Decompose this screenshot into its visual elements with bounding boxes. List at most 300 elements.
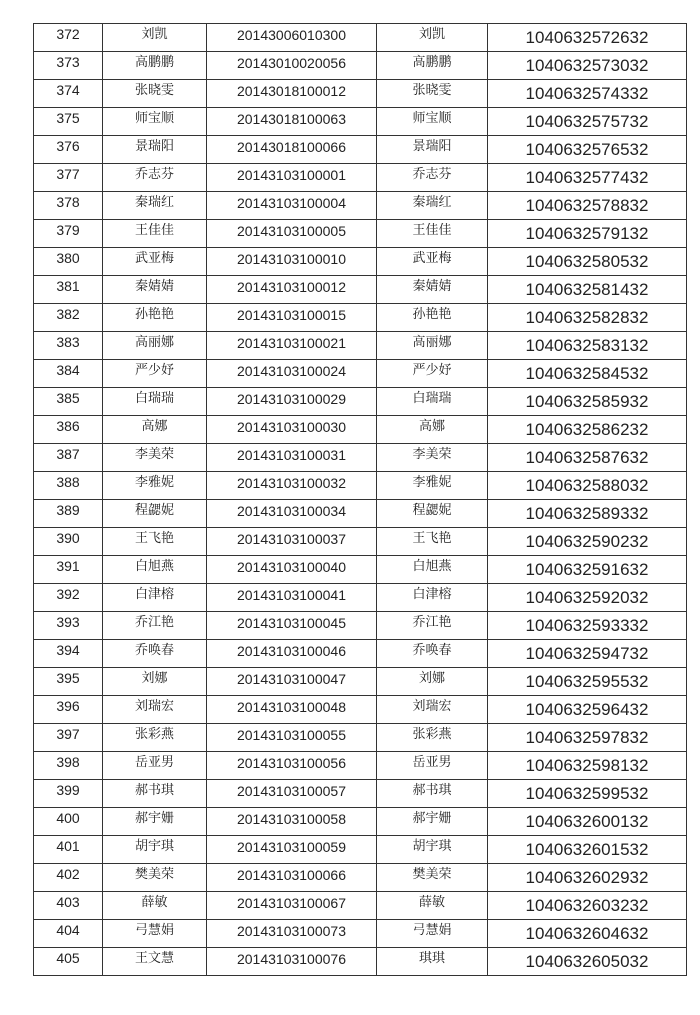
id-number-cell [207,248,377,276]
serial-number-cell [488,164,687,192]
row-index: 393 [56,614,80,630]
name: 高娜 [141,419,168,434]
serial-number: 1040632593332 [525,615,649,635]
row-index: 378 [56,194,80,210]
row-index-cell [34,220,103,248]
name-repeat: 王飞艳 [412,531,452,546]
row-index: 388 [56,474,80,490]
name-cell [103,920,207,948]
row-index: 392 [56,586,80,602]
serial-number-cell [488,52,687,80]
id-number: 20143103100048 [236,698,346,715]
table-row [34,836,687,864]
name-repeat-cell [377,220,488,248]
table-row [34,52,687,80]
row-index: 395 [56,670,80,686]
serial-number: 1040632586232 [525,419,649,439]
row-index-cell [34,612,103,640]
row-index-cell [34,332,103,360]
row-index-cell [34,164,103,192]
serial-number: 1040632594732 [525,643,649,663]
name-repeat: 白瑞瑞 [412,391,452,406]
name: 乔志芬 [134,167,174,182]
name-repeat-cell [377,780,488,808]
name-cell [103,808,207,836]
name-cell [103,220,207,248]
name-repeat-cell [377,752,488,780]
row-index: 383 [56,334,80,350]
table-row [34,892,687,920]
id-number-cell [207,528,377,556]
serial-number: 1040632589332 [525,503,649,523]
name-repeat: 张晓雯 [412,83,452,98]
name-repeat: 李雅妮 [412,475,452,490]
name-repeat-cell [377,416,488,444]
serial-number-cell [488,864,687,892]
id-number: 20143103100004 [236,194,346,211]
id-number-cell [207,920,377,948]
name-cell [103,192,207,220]
name-cell [103,836,207,864]
id-number: 20143103100034 [236,502,346,519]
name: 刘娜 [141,671,168,686]
name-repeat: 胡宇琪 [412,839,452,854]
name-repeat-cell [377,304,488,332]
serial-number-cell [488,304,687,332]
name: 郝宇姗 [134,811,174,826]
name-cell [103,360,207,388]
id-number-cell [207,612,377,640]
serial-number: 1040632578832 [525,195,649,215]
serial-number: 1040632597832 [525,727,649,747]
id-number-cell [207,892,377,920]
name: 李雅妮 [134,475,174,490]
serial-number-cell [488,612,687,640]
table-row [34,192,687,220]
serial-number: 1040632574332 [525,83,649,103]
name: 乔唤春 [134,643,174,658]
id-number: 20143018100063 [236,110,346,127]
id-number-cell [207,332,377,360]
name-cell [103,668,207,696]
id-number: 20143103100005 [236,222,346,239]
name-repeat-cell [377,696,488,724]
name-repeat: 刘凯 [418,27,445,42]
row-index: 391 [56,558,80,574]
name-repeat: 岳亚男 [412,755,452,770]
serial-number: 1040632596432 [525,699,649,719]
name: 高鹏鹏 [134,55,174,70]
name-cell [103,528,207,556]
id-number: 20143103100073 [236,922,346,939]
name-repeat-cell [377,668,488,696]
row-index: 375 [56,110,80,126]
row-index: 373 [56,54,80,70]
row-index: 401 [56,838,80,854]
row-index-cell [34,808,103,836]
id-number: 20143103100032 [236,474,346,491]
id-number-cell [207,668,377,696]
name-repeat-cell [377,612,488,640]
name-repeat-cell [377,108,488,136]
name-cell [103,864,207,892]
id-number: 20143018100066 [236,138,346,155]
serial-number-cell [488,892,687,920]
serial-number: 1040632605032 [525,951,649,971]
table-row [34,640,687,668]
name: 师宝顺 [134,111,174,126]
row-index-cell [34,724,103,752]
id-number: 20143103100012 [236,278,346,295]
table-row [34,304,687,332]
name-repeat-cell [377,332,488,360]
name-repeat-cell [377,892,488,920]
row-index-cell [34,108,103,136]
row-index-cell [34,864,103,892]
serial-number: 1040632598132 [525,755,649,775]
name-repeat: 白津榕 [412,587,452,602]
table-row [34,164,687,192]
name-repeat: 郝书琪 [412,783,452,798]
name-cell [103,108,207,136]
row-index: 386 [56,418,80,434]
name: 李美荣 [134,447,174,462]
serial-number-cell [488,724,687,752]
name: 张彩燕 [134,727,174,742]
name-cell [103,416,207,444]
row-index-cell [34,416,103,444]
serial-number-cell [488,416,687,444]
id-number-cell [207,360,377,388]
serial-number: 1040632583132 [525,335,649,355]
table-row [34,220,687,248]
name-repeat: 樊美荣 [412,867,452,882]
name-cell [103,556,207,584]
name-repeat-cell [377,836,488,864]
row-index-cell [34,360,103,388]
serial-number-cell [488,668,687,696]
table-row [34,808,687,836]
name-repeat-cell [377,360,488,388]
name-cell [103,24,207,52]
row-index: 389 [56,502,80,518]
name-repeat: 薛敏 [418,895,445,910]
serial-number-cell [488,948,687,976]
table-row [34,752,687,780]
row-index: 402 [56,866,80,882]
name: 乔江艳 [134,615,174,630]
name-cell [103,752,207,780]
name-repeat: 李美荣 [412,447,452,462]
name-repeat: 秦瑞红 [412,195,452,210]
name-repeat: 秦婧婧 [412,279,452,294]
id-number: 20143103100015 [236,306,346,323]
row-index: 400 [56,810,80,826]
id-number: 20143103100010 [236,250,346,267]
name-repeat: 刘瑞宏 [412,699,452,714]
id-number-cell [207,108,377,136]
name: 薛敏 [141,895,168,910]
name-cell [103,136,207,164]
id-number: 20143103100076 [236,950,346,967]
serial-number-cell [488,640,687,668]
serial-number-cell [488,696,687,724]
table-row [34,668,687,696]
row-index-cell [34,948,103,976]
id-number-cell [207,416,377,444]
name-cell [103,780,207,808]
id-number-cell [207,24,377,52]
serial-number-cell [488,444,687,472]
row-index: 387 [56,446,80,462]
id-number-cell [207,136,377,164]
name: 弓慧娟 [134,923,174,938]
row-index-cell [34,304,103,332]
serial-number: 1040632590232 [525,531,649,551]
name-repeat-cell [377,472,488,500]
name-repeat: 高娜 [418,419,445,434]
serial-number: 1040632588032 [525,475,649,495]
name-repeat-cell [377,164,488,192]
row-index: 398 [56,754,80,770]
serial-number: 1040632591632 [525,559,649,579]
name-repeat-cell [377,52,488,80]
name-repeat: 程勰妮 [412,503,452,518]
name-cell [103,332,207,360]
row-index-cell [34,248,103,276]
row-index: 390 [56,530,80,546]
name: 张晓雯 [134,83,174,98]
name-repeat-cell [377,528,488,556]
name-cell [103,444,207,472]
serial-number-cell [488,556,687,584]
name-repeat-cell [377,556,488,584]
serial-number: 1040632599532 [525,783,649,803]
name-repeat: 孙艳艳 [412,307,452,322]
id-number: 20143103100058 [236,810,346,827]
name-repeat-cell [377,724,488,752]
serial-number-cell [488,220,687,248]
name: 白瑞瑞 [134,391,174,406]
name-repeat: 白旭燕 [412,559,452,574]
row-index: 404 [56,922,80,938]
row-index-cell [34,920,103,948]
name-repeat-cell [377,24,488,52]
serial-number: 1040632573032 [525,55,649,75]
serial-number-cell [488,360,687,388]
id-number: 20143103100037 [236,530,346,547]
id-number-cell [207,444,377,472]
table-row [34,472,687,500]
id-number-cell [207,500,377,528]
name-cell [103,276,207,304]
name-repeat-cell [377,500,488,528]
name: 王佳佳 [134,223,174,238]
name-cell [103,472,207,500]
id-number-cell [207,192,377,220]
row-index-cell [34,472,103,500]
name-cell [103,80,207,108]
name-repeat-cell [377,584,488,612]
serial-number: 1040632603232 [525,895,649,915]
id-number-cell [207,808,377,836]
row-index: 380 [56,250,80,266]
row-index: 372 [56,26,80,42]
name: 岳亚男 [134,755,174,770]
serial-number-cell [488,388,687,416]
serial-number-cell [488,780,687,808]
name: 白旭燕 [134,559,174,574]
name-cell [103,584,207,612]
table-row [34,416,687,444]
name: 刘凯 [141,27,168,42]
row-index-cell [34,388,103,416]
name-cell [103,388,207,416]
name-cell [103,164,207,192]
id-number-cell [207,752,377,780]
name-repeat-cell [377,640,488,668]
name-cell [103,500,207,528]
id-number-cell [207,220,377,248]
serial-number: 1040632579132 [525,223,649,243]
row-index-cell [34,696,103,724]
row-index: 376 [56,138,80,154]
table-row [34,528,687,556]
table-row [34,556,687,584]
id-number-cell [207,276,377,304]
serial-number-cell [488,472,687,500]
serial-number-cell [488,752,687,780]
id-number: 20143103100021 [236,334,346,351]
row-index: 405 [56,950,80,966]
serial-number: 1040632581432 [525,279,649,299]
name-cell [103,304,207,332]
table-row [34,444,687,472]
id-number-cell [207,472,377,500]
table-row [34,108,687,136]
row-index-cell [34,528,103,556]
id-number-cell [207,164,377,192]
name: 秦瑞红 [134,195,174,210]
name-repeat: 乔江艳 [412,615,452,630]
serial-number-cell [488,136,687,164]
name-cell [103,696,207,724]
name-repeat-cell [377,444,488,472]
name-cell [103,612,207,640]
name: 孙艳艳 [134,307,174,322]
name: 刘瑞宏 [134,699,174,714]
row-index: 382 [56,306,80,322]
name-repeat-cell [377,276,488,304]
table-row [34,360,687,388]
serial-number: 1040632576532 [525,139,649,159]
name-repeat: 张彩燕 [412,727,452,742]
name-repeat-cell [377,920,488,948]
name-repeat-cell [377,80,488,108]
roster-table [33,23,687,976]
name-repeat: 严少妤 [412,363,452,378]
id-number-cell [207,836,377,864]
table-row [34,80,687,108]
id-number: 20143103100031 [236,446,346,463]
table-row [34,136,687,164]
name-repeat: 刘娜 [418,671,445,686]
name-repeat: 王佳佳 [412,223,452,238]
name-cell [103,52,207,80]
serial-number-cell [488,584,687,612]
name-repeat: 乔唤春 [412,643,452,658]
id-number: 20143103100057 [236,782,346,799]
id-number: 20143103100001 [236,166,346,183]
id-number: 20143103100041 [236,586,346,603]
name: 程勰妮 [134,503,174,518]
id-number: 20143103100066 [236,866,346,883]
serial-number-cell [488,192,687,220]
id-number-cell [207,864,377,892]
id-number: 20143010020056 [236,54,346,71]
row-index: 399 [56,782,80,798]
row-index: 384 [56,362,80,378]
row-index-cell [34,192,103,220]
row-index-cell [34,276,103,304]
name: 胡宇琪 [134,839,174,854]
table-row [34,612,687,640]
id-number: 20143103100029 [236,390,346,407]
serial-number: 1040632600132 [525,811,649,831]
table-row [34,276,687,304]
name-repeat: 武亚梅 [412,251,452,266]
row-index: 397 [56,726,80,742]
name: 王文慧 [134,951,174,966]
table-row [34,388,687,416]
row-index: 381 [56,278,80,294]
name-cell [103,948,207,976]
name: 秦婧婧 [134,279,174,294]
row-index-cell [34,80,103,108]
row-index-cell [34,640,103,668]
name-cell [103,640,207,668]
serial-number: 1040632584532 [525,363,649,383]
serial-number-cell [488,80,687,108]
name: 王飞艳 [134,531,174,546]
name-repeat-cell [377,948,488,976]
table-row [34,24,687,52]
row-index: 396 [56,698,80,714]
name-repeat: 郝宇姗 [412,811,452,826]
id-number-cell [207,948,377,976]
row-index-cell [34,52,103,80]
serial-number: 1040632575732 [525,111,649,131]
serial-number-cell [488,24,687,52]
id-number: 20143103100055 [236,726,346,743]
row-index: 385 [56,390,80,406]
name: 景瑞阳 [134,139,174,154]
name-cell [103,248,207,276]
table-row [34,780,687,808]
table-row [34,724,687,752]
row-index-cell [34,892,103,920]
serial-number-cell [488,528,687,556]
name-repeat-cell [377,136,488,164]
roster-table-body [34,24,687,976]
id-number-cell [207,584,377,612]
table-row [34,948,687,976]
id-number: 20143103100067 [236,894,346,911]
name: 高丽娜 [134,335,174,350]
id-number: 20143103100030 [236,418,346,435]
serial-number-cell [488,108,687,136]
serial-number: 1040632604632 [525,923,649,943]
